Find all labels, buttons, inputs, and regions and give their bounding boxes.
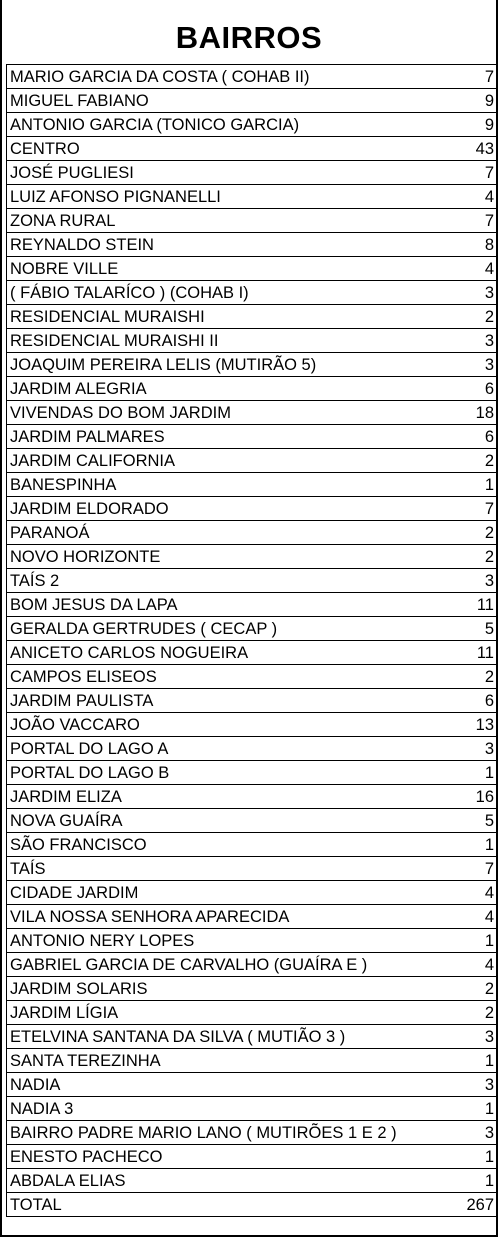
neighborhood-name-cell[interactable]: GABRIEL GARCIA DE CARVALHO (GUAÍRA E )	[7, 953, 432, 977]
table-row	[7, 257, 498, 281]
table-row	[7, 401, 498, 425]
count-cell[interactable]: 7	[431, 857, 498, 881]
table-row	[7, 65, 498, 89]
count-cell[interactable]: 1	[431, 473, 498, 497]
neighborhood-name-cell[interactable]: PORTAL DO LAGO A	[7, 737, 432, 761]
table-row	[7, 1145, 498, 1169]
neighborhood-name-cell[interactable]: ANTONIO NERY LOPES	[7, 929, 432, 953]
count-cell[interactable]: 4	[431, 881, 498, 905]
table-row	[7, 305, 498, 329]
neighborhood-name-cell[interactable]: CENTRO	[7, 137, 432, 161]
count-cell[interactable]: 4	[431, 185, 498, 209]
count-cell[interactable]: 2	[431, 305, 498, 329]
count-cell[interactable]: 7	[431, 65, 498, 89]
neighborhood-name-cell[interactable]: JARDIM ALEGRIA	[7, 377, 432, 401]
count-cell[interactable]: 3	[431, 353, 498, 377]
count-cell[interactable]: 3	[431, 329, 498, 353]
neighborhood-name-cell[interactable]: JARDIM LÍGIA	[7, 1001, 432, 1025]
neighborhood-name-cell[interactable]: MIGUEL FABIANO	[7, 89, 432, 113]
count-cell[interactable]: 11	[431, 641, 498, 665]
neighborhood-name-cell[interactable]: NADIA	[7, 1073, 432, 1097]
count-cell[interactable]: 2	[431, 977, 498, 1001]
count-cell[interactable]: 7	[431, 209, 498, 233]
neighborhood-name-cell[interactable]: JOSÉ PUGLIESI	[7, 161, 432, 185]
count-cell[interactable]: 1	[431, 1097, 498, 1121]
count-cell[interactable]: 4	[431, 953, 498, 977]
neighborhood-name-cell[interactable]: ENESTO PACHECO	[7, 1145, 432, 1169]
neighborhood-name-cell[interactable]: JARDIM SOLARIS	[7, 977, 432, 1001]
table-row	[7, 89, 498, 113]
count-cell[interactable]: 3	[431, 281, 498, 305]
neighborhood-name-cell[interactable]: BAIRRO PADRE MARIO LANO ( MUTIRÕES 1 E 2 )	[7, 1121, 432, 1145]
count-cell[interactable]: 267	[431, 1193, 498, 1217]
count-cell[interactable]: 6	[431, 425, 498, 449]
neighborhood-name-cell[interactable]: JARDIM ELDORADO	[7, 497, 432, 521]
count-cell[interactable]: 3	[431, 569, 498, 593]
table-row	[7, 977, 498, 1001]
count-cell[interactable]: 13	[431, 713, 498, 737]
table-row	[7, 569, 498, 593]
table-row	[7, 161, 498, 185]
table-row	[7, 593, 498, 617]
count-cell[interactable]: 1	[431, 761, 498, 785]
count-cell[interactable]: 2	[431, 545, 498, 569]
count-cell[interactable]: 1	[431, 833, 498, 857]
neighborhood-name-cell[interactable]: ( FÁBIO TALARÍCO ) (COHAB I)	[7, 281, 432, 305]
count-cell[interactable]: 3	[431, 737, 498, 761]
neighborhood-name-cell[interactable]: NOVA GUAÍRA	[7, 809, 432, 833]
count-cell[interactable]: 3	[431, 1121, 498, 1145]
table-row	[7, 425, 498, 449]
count-cell[interactable]: 7	[431, 497, 498, 521]
count-cell[interactable]: 11	[431, 593, 498, 617]
table-row	[7, 1097, 498, 1121]
table-row	[7, 641, 498, 665]
table-row	[7, 497, 498, 521]
neighborhood-name-cell[interactable]: BOM JESUS DA LAPA	[7, 593, 432, 617]
neighborhood-name-cell[interactable]: PORTAL DO LAGO B	[7, 761, 432, 785]
table-row	[7, 713, 498, 737]
count-cell[interactable]: 5	[431, 809, 498, 833]
table-row	[7, 929, 498, 953]
table-row	[7, 1169, 498, 1193]
neighborhood-name-cell[interactable]: RESIDENCIAL MURAISHI II	[7, 329, 432, 353]
count-cell[interactable]: 5	[431, 617, 498, 641]
count-cell[interactable]: 18	[431, 401, 498, 425]
neighborhood-name-cell[interactable]: SANTA TEREZINHA	[7, 1049, 432, 1073]
neighborhood-name-cell[interactable]: TAÍS	[7, 857, 432, 881]
table-row	[7, 473, 498, 497]
neighborhood-name-cell[interactable]: PARANOÁ	[7, 521, 432, 545]
count-cell[interactable]: 9	[431, 113, 498, 137]
neighborhood-name-cell[interactable]: JARDIM PALMARES	[7, 425, 432, 449]
neighborhood-name-cell[interactable]: SÃO FRANCISCO	[7, 833, 432, 857]
table-row	[7, 521, 498, 545]
table-row	[7, 689, 498, 713]
neighborhood-name-cell[interactable]: RESIDENCIAL MURAISHI	[7, 305, 432, 329]
table-row	[7, 1121, 498, 1145]
count-cell[interactable]: 43	[431, 137, 498, 161]
count-cell[interactable]: 8	[431, 233, 498, 257]
neighborhood-name-cell[interactable]: ZONA RURAL	[7, 209, 432, 233]
neighborhood-name-cell[interactable]: BANESPINHA	[7, 473, 432, 497]
table-row	[7, 233, 498, 257]
count-cell[interactable]: 1	[431, 929, 498, 953]
table-row	[7, 449, 498, 473]
neighborhood-name-cell[interactable]: ANICETO CARLOS NOGUEIRA	[7, 641, 432, 665]
count-cell[interactable]: 1	[431, 1169, 498, 1193]
neighborhood-name-cell[interactable]: ANTONIO GARCIA (TONICO GARCIA)	[7, 113, 432, 137]
table-row	[7, 953, 498, 977]
count-cell[interactable]: 2	[431, 665, 498, 689]
count-cell[interactable]: 16	[431, 785, 498, 809]
count-cell[interactable]: 3	[431, 1025, 498, 1049]
neighborhood-name-cell[interactable]: NOVO HORIZONTE	[7, 545, 432, 569]
table-row	[7, 113, 498, 137]
table-row	[7, 809, 498, 833]
sheet-title: BAIRROS	[175, 20, 323, 55]
neighborhood-name-cell[interactable]: REYNALDO STEIN	[7, 233, 432, 257]
count-cell[interactable]: 4	[431, 905, 498, 929]
table-row	[7, 281, 498, 305]
neighborhood-name-cell[interactable]: ABDALA ELIAS	[7, 1169, 432, 1193]
count-cell[interactable]: 6	[431, 377, 498, 401]
count-cell[interactable]: 4	[431, 257, 498, 281]
count-cell[interactable]: 6	[431, 689, 498, 713]
neighborhood-name-cell[interactable]: JARDIM CALIFORNIA	[7, 449, 432, 473]
table-row	[7, 377, 498, 401]
table-row	[7, 785, 498, 809]
count-cell[interactable]: 2	[431, 449, 498, 473]
count-cell[interactable]: 1	[431, 1049, 498, 1073]
table-row	[7, 1001, 498, 1025]
table-body	[7, 65, 498, 1217]
neighborhood-name-cell[interactable]: JARDIM PAULISTA	[7, 689, 432, 713]
neighborhood-name-cell[interactable]: CAMPOS ELISEOS	[7, 665, 432, 689]
table-row	[7, 617, 498, 641]
table-row	[7, 665, 498, 689]
neighborhood-name-cell[interactable]: LUIZ AFONSO PIGNANELLI	[7, 185, 432, 209]
count-cell[interactable]: 2	[431, 1001, 498, 1025]
count-cell[interactable]: 3	[431, 1073, 498, 1097]
total-row	[7, 1193, 498, 1217]
table-row	[7, 329, 498, 353]
neighborhood-name-cell[interactable]: JOAQUIM PEREIRA LELIS (MUTIRÃO 5)	[7, 353, 432, 377]
table-row	[7, 857, 498, 881]
table-row	[7, 881, 498, 905]
table-row	[7, 545, 498, 569]
table-row	[7, 185, 498, 209]
neighborhood-name-cell[interactable]: NADIA 3	[7, 1097, 432, 1121]
count-cell[interactable]: 9	[431, 89, 498, 113]
neighborhood-name-cell[interactable]: MARIO GARCIA DA COSTA ( COHAB II)	[7, 65, 432, 89]
neighborhood-name-cell[interactable]: JARDIM ELIZA	[7, 785, 432, 809]
neighborhood-name-cell[interactable]: NOBRE VILLE	[7, 257, 432, 281]
neighborhood-name-cell[interactable]: CIDADE JARDIM	[7, 881, 432, 905]
neighborhood-name-cell[interactable]: ETELVINA SANTANA DA SILVA ( MUTIÃO 3 )	[7, 1025, 432, 1049]
table-row	[7, 833, 498, 857]
neighborhood-name-cell[interactable]: JOÃO VACCARO	[7, 713, 432, 737]
count-cell[interactable]: 2	[431, 521, 498, 545]
table-row	[7, 905, 498, 929]
table-row	[7, 137, 498, 161]
table-row	[7, 209, 498, 233]
table-row	[7, 1049, 498, 1073]
neighborhood-table	[6, 64, 498, 1217]
count-cell[interactable]: 1	[431, 1145, 498, 1169]
neighborhood-name-cell[interactable]: TAÍS 2	[7, 569, 432, 593]
neighborhood-name-cell[interactable]: TOTAL	[7, 1193, 432, 1217]
count-cell[interactable]: 7	[431, 161, 498, 185]
neighborhood-name-cell[interactable]: VILA NOSSA SENHORA APARECIDA	[7, 905, 432, 929]
table-row	[7, 1073, 498, 1097]
table-row	[7, 737, 498, 761]
table-row	[7, 1025, 498, 1049]
table-row	[7, 353, 498, 377]
neighborhood-name-cell[interactable]: GERALDA GERTRUDES ( CECAP )	[7, 617, 432, 641]
table-row	[7, 761, 498, 785]
neighborhood-name-cell[interactable]: VIVENDAS DO BOM JARDIM	[7, 401, 432, 425]
